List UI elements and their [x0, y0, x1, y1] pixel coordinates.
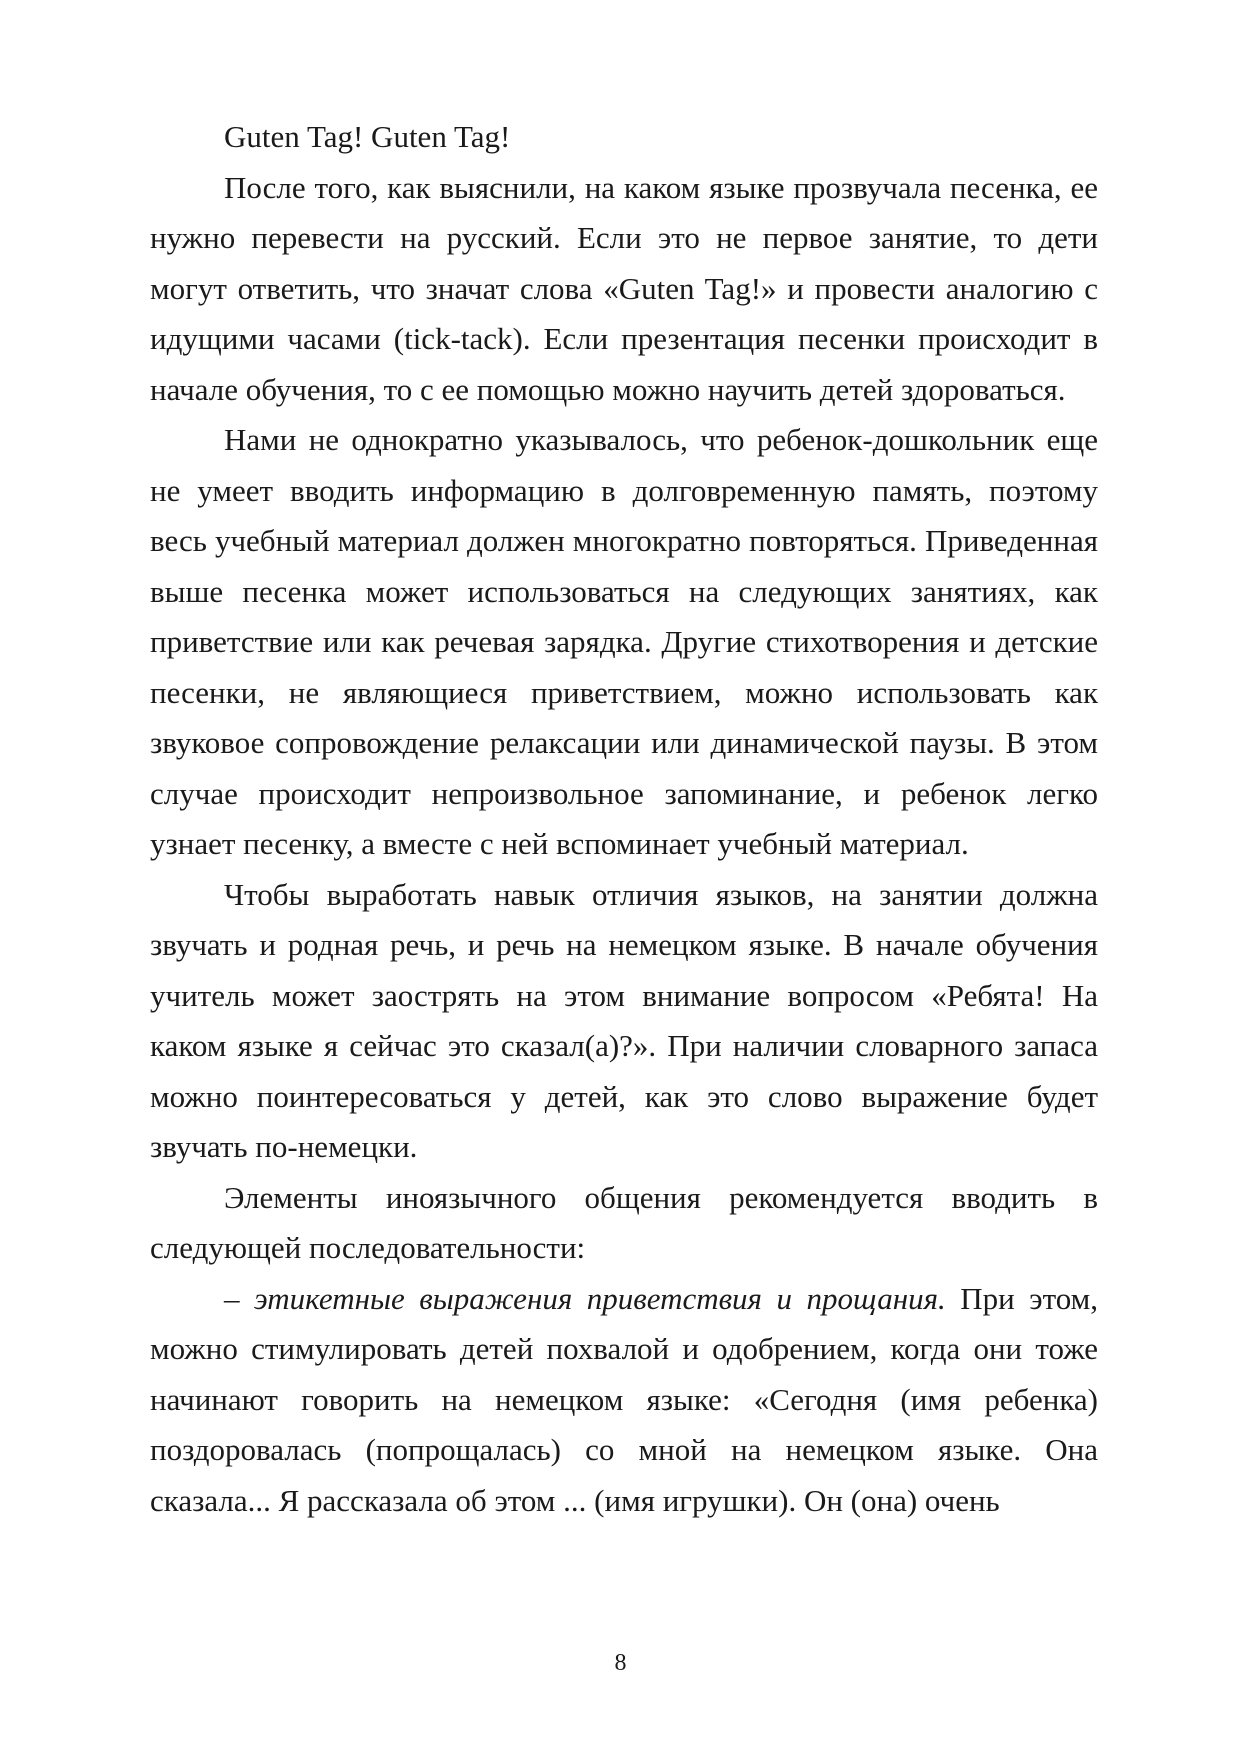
list-item-text: При этом, можно стимулировать детей похвалой и одобрением, когда они тоже начинают говорить на немецком языке: «Сегодня (имя ребенка) поздоровалась (попрощалась) со мной на немецком языке. Она сказала... Я рассказала об этом ... (имя игрушки). Он (она) очень	[150, 1280, 1099, 1518]
paragraph-repetition: Нами не однократно указывалось, что ребенок-дошкольник еще не умеет вводить информацию в долговременную память, поэтому весь учебный материал должен многократно повторяться. Приведенная выше песенка может использоваться на следующих занятиях, как приветствие или как речевая зарядка. Другие стихотворения и детские песенки, не являющиеся приветствием, можно использовать как звуковое сопровождение релаксации или динамической паузы. В этом случае происходит непроизвольное запоминание, и ребенок легко узнает песенку, а вместе с ней вспоминает учебный материал.	[150, 422, 1098, 861]
paragraph-language-distinction: Чтобы выработать навык отличия языков, на занятии должна звучать и родная речь, и речь на немецком языке. В начале обучения учитель может заострять на этом внимание вопросом «Ребята! На каком языке я сейчас это сказал(а)?». При наличии словарного запаса можно поинтересоваться у детей, как это слово выражение будет звучать по-немецки.	[150, 876, 1098, 1164]
list-item-greetings	[150, 1274, 1098, 1527]
greeting-line: Guten Tag! Guten Tag!	[224, 119, 511, 154]
page-number: 8	[614, 1650, 627, 1676]
paragraph-song-translation: После того, как выяснили, на каком языке прозвучала песенка, ее нужно перевести на русский. Если это не первое занятие, то дети могут ответить, что значат слова «Guten Tag!» и провести аналогию с идущими часами (tick-tack). Если презентация песенки происходит в начале обучения, то с ее помощью можно научить детей здороваться.	[150, 169, 1098, 407]
document-page-body	[150, 112, 1098, 1526]
list-item-italic-lead: – этикетные выражения приветствия и прощания.	[224, 1280, 946, 1316]
paragraph-sequence-intro: Элементы иноязычного общения рекомендуется вводить в следующей последовательности:	[150, 1179, 1098, 1265]
